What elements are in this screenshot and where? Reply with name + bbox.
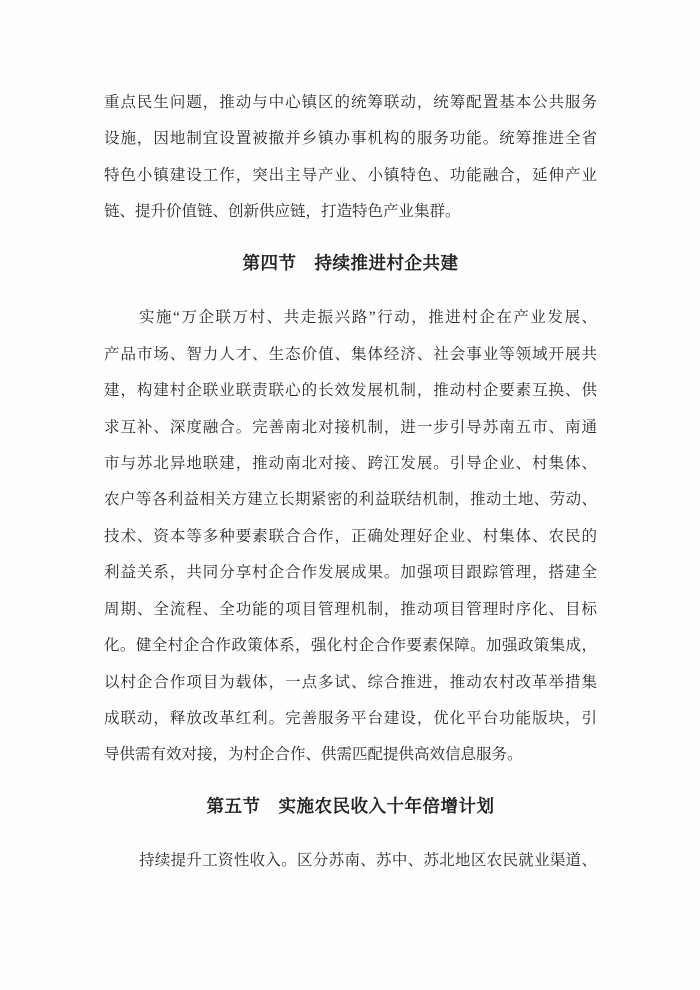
body-text-line: 技术、资本等多种要素联合合作，正确处理好企业、村集体、农民的 [104, 527, 597, 545]
body-text-line: 以村企合作项目为载体，一点多试、综合推进，推动农村改革举措集 [104, 673, 597, 691]
body-text-line: 链、提升价值链、创新供应链，打造特色产业集群。 [104, 203, 461, 221]
section-heading-4: 第四节 持续推进村企共建 [242, 252, 459, 273]
document-text-block [104, 85, 597, 880]
body-text-line: 产品市场、智力人才、生态价值、集体经济、社会事业等领域开展共 [104, 345, 597, 363]
body-text-line: 求互补、深度融合。完善南北对接机制，进一步引导苏南五市、南通 [104, 418, 597, 436]
body-text-line: 持续提升工资性收入。区分苏南、苏中、苏北地区农民就业渠道、 [139, 852, 597, 870]
body-text-line: 化。健全村企合作政策体系，强化村企合作要素保障。加强政策集成， [104, 637, 597, 655]
body-text-line: 特色小镇建设工作，突出主导产业、小镇特色、功能融合，延伸产业 [104, 166, 597, 184]
body-text-line: 实施“万企联万村、共走振兴路”行动，推进村企在产业发展、 [139, 309, 597, 327]
body-text-line: 农户等各利益相关方建立长期紧密的利益联结机制，推动土地、劳动、 [104, 491, 597, 509]
body-text-line: 市与苏北异地联建，推动南北对接、跨江发展。引导企业、村集体、 [104, 454, 597, 472]
paragraph [104, 300, 597, 774]
paragraph [104, 85, 597, 231]
body-text-line: 利益关系，共同分享村企合作发展成果。加强项目跟踪管理，搭建全 [104, 564, 597, 582]
body-text-line: 重点民生问题，推动与中心镇区的统筹联动，统筹配置基本公共服务 [104, 94, 597, 111]
body-text-line: 导供需有效对接，为村企合作、供需匹配提供高效信息服务。 [104, 746, 523, 764]
body-text-line: 建，构建村企联业联责联心的长效发展机制，推动村企要素互换、供 [104, 382, 597, 400]
body-text-line: 成联动，释放改革红利。完善服务平台建设，优化平台功能版块，引 [104, 710, 597, 727]
body-text-line: 设施，因地制宜设置被撤并乡镇办事机构的服务功能。统筹推进全省 [104, 130, 597, 148]
section-heading-5: 第五节 实施农民收入十年倍增计划 [206, 795, 495, 816]
body-text-line: 周期、全流程、全功能的项目管理机制，推动项目管理时序化、目标 [104, 600, 597, 618]
paragraph [104, 843, 597, 879]
